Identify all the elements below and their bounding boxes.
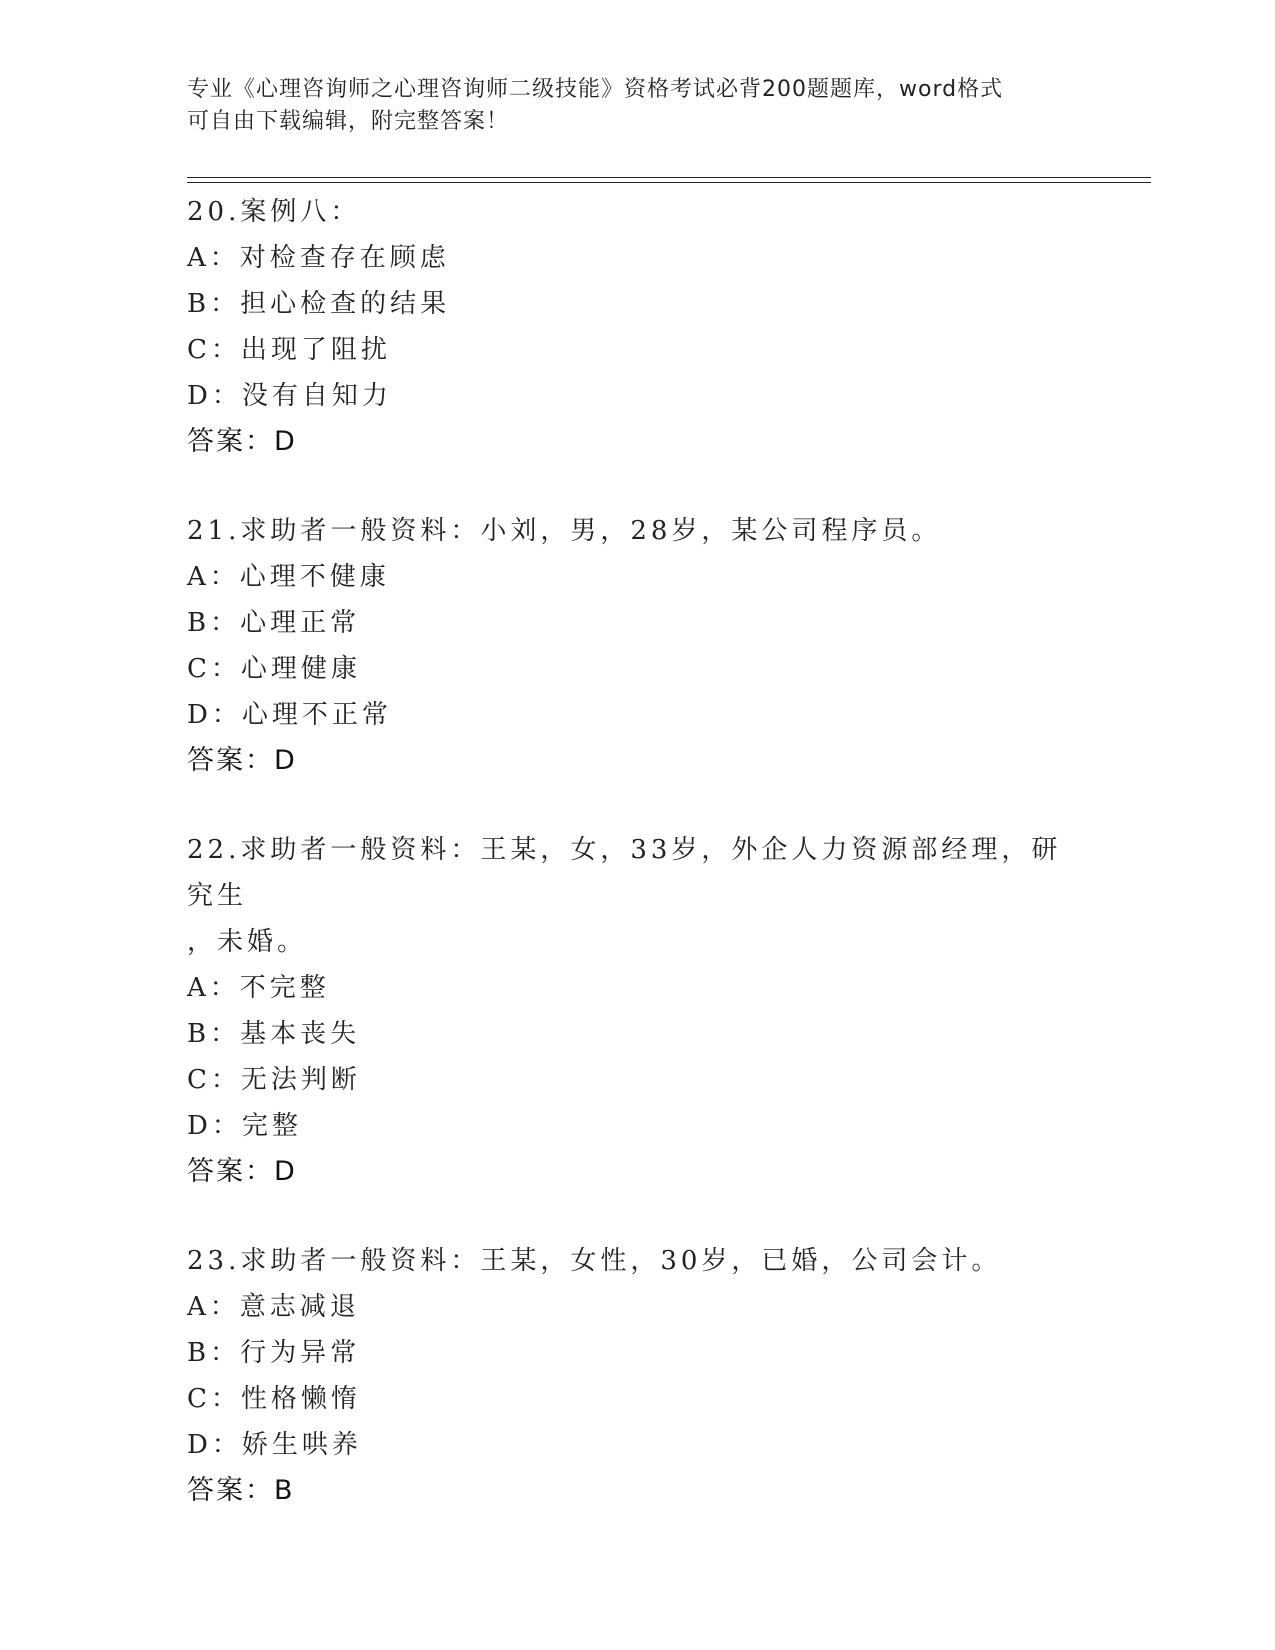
header-divider-bottom [187,182,1151,183]
question-text-continued: ，未婚。 [187,927,308,957]
document-header [187,74,1087,138]
option-a: A：意志减退 [187,1292,360,1322]
option-d: D：完整 [187,1111,302,1141]
option-a: A：对检查存在顾虑 [187,243,450,273]
question-21 [187,508,1087,784]
answer: 答案：D [187,1156,297,1187]
question-20 [187,189,1087,465]
question-text: 21.求助者一般资料：小刘，男，28岁，某公司程序员。 [187,516,942,546]
question-22 [187,827,1087,1195]
option-b: B：心理正常 [187,608,361,638]
option-c: C：性格懒惰 [187,1384,361,1414]
option-b: B：担心检查的结果 [187,289,451,319]
option-d: D：娇生哄养 [187,1430,362,1460]
header-line-1: 专业《心理咨询师之心理咨询师二级技能》资格考试必背200题题库，word格式 [187,77,1004,102]
header-divider-top [187,177,1151,178]
option-c: C：出现了阻扰 [187,335,391,365]
option-c: C：心理健康 [187,654,361,684]
option-a: A：不完整 [187,973,330,1003]
answer: 答案：B [187,1475,295,1506]
question-text: 20.案例八： [187,197,361,227]
answer: 答案：D [187,745,297,776]
question-23 [187,1238,1087,1514]
option-d: D：没有自知力 [187,381,392,411]
answer: 答案：D [187,426,297,457]
question-text: 22.求助者一般资料：王某，女，33岁，外企人力资源部经理，研究生 [187,835,1062,911]
option-a: A：心理不健康 [187,562,390,592]
option-b: B：基本丧失 [187,1019,361,1049]
question-text: 23.求助者一般资料：王某，女性，30岁，已婚，公司会计。 [187,1246,1002,1276]
option-d: D：心理不正常 [187,700,392,730]
question-list [187,189,1087,1557]
option-b: B：行为异常 [187,1338,361,1368]
header-line-2: 可自由下载编辑，附完整答案！ [187,109,510,134]
option-c: C：无法判断 [187,1065,361,1095]
